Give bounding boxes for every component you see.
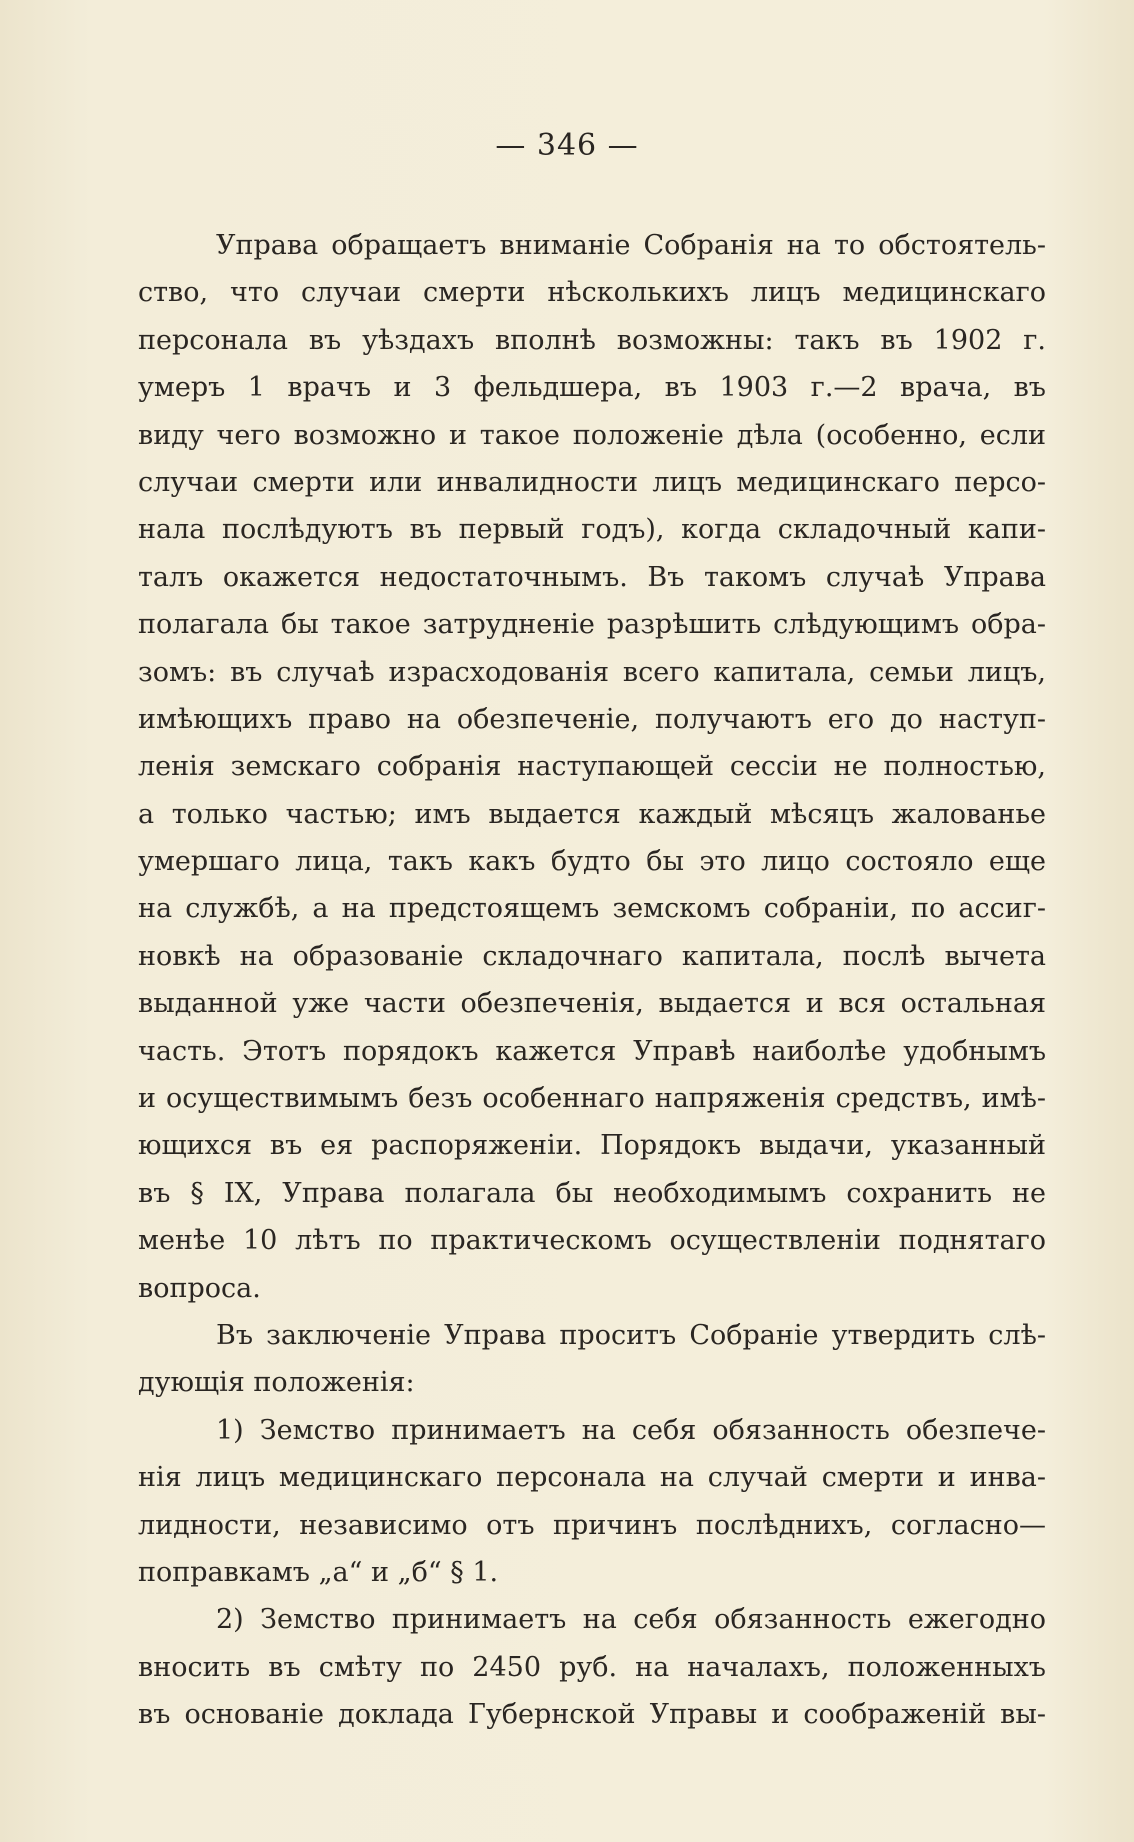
body-text [138,222,1046,1739]
page-number: — 346 — [495,128,639,163]
text-line: умеръ 1 врачъ и 3 фельдшера, въ 1903 г.—2 врача, въ [138,372,1046,404]
text-line: часть. Этотъ порядокъ кажется Управѣ наиболѣе удобнымъ [138,1035,1046,1067]
text-line: Въ заключеніе Управа проситъ Собраніе утвердить слѣ- [216,1319,1046,1351]
text-line: выданной уже части обезпеченія, выдается и вся остальная [138,988,1046,1020]
text-line: виду чего возможно и такое положеніе дѣла (особенно, если [138,419,1046,451]
text-line: а только частью; имъ выдается каждый мѣсяцъ жалованье [138,798,1046,830]
text-line: Управа обращаетъ вниманіе Собранія на то обстоятель- [216,230,1046,261]
text-line: умершаго лица, такъ какъ будто бы это лицо состояло еще [138,846,1046,878]
text-line: лидности, независимо отъ причинъ послѣднихъ, согласно— [138,1509,1046,1541]
text-line: вопроса. [138,1272,261,1304]
text-line: полагала бы такое затрудненіе разрѣшить слѣдующимъ обра- [138,609,1046,641]
text-line: зомъ: въ случаѣ израсходованія всего капитала, семьи лицъ, [138,656,1046,688]
text-line: ющихся въ ея распоряженіи. Порядокъ выдачи, указанный [138,1130,1046,1162]
text-line: менѣе 10 лѣтъ по практическомъ осуществленіи поднятаго [138,1225,1046,1257]
text-line: нала послѣдуютъ въ первый годъ), когда складочный капи- [138,514,1046,546]
text-line: въ основаніе доклада Губернской Управы и соображеній вы- [138,1699,1046,1731]
text-line: 2) Земство принимаетъ на себя обязанность ежегодно [216,1604,1046,1636]
text-line: въ § IX, Управа полагала бы необходимымъ сохранить не [138,1177,1046,1209]
text-line: имѣющихъ право на обезпеченіе, получаютъ его до наступ- [138,703,1046,735]
text-line: случаи смерти или инвалидности лицъ медицинскаго персо- [138,466,1046,498]
text-line: новкѣ на образованіе складочнаго капитала, послѣ вычета [138,940,1046,972]
text-line: и осуществимымъ безъ особеннаго напряженія средствъ, имѣ- [138,1083,1046,1115]
text-line: поправкамъ „а“ и „б“ § 1. [138,1556,499,1588]
text-line: талъ окажется недостаточнымъ. Въ такомъ случаѣ Управа [138,561,1046,593]
text-line: дующія положенія: [138,1367,415,1399]
text-line: ство, что случаи смерти нѣсколькихъ лицъ медицинскаго [138,277,1046,309]
text-line: на службѣ, а на предстоящемъ земскомъ собраніи, по ассиг- [138,893,1046,925]
text-line: нія лицъ медицинскаго персонала на случай смерти и инва- [138,1462,1046,1494]
text-line: ленія земскаго собранія наступающей сессіи не полностью, [138,751,1046,783]
text-line: вносить въ смѣту по 2450 руб. на началахъ, положенныхъ [138,1651,1046,1683]
text-line: 1) Земство принимаетъ на себя обязанность обезпече- [216,1414,1046,1446]
text-line: персонала въ уѣздахъ вполнѣ возможны: такъ въ 1902 г. [138,324,1046,356]
